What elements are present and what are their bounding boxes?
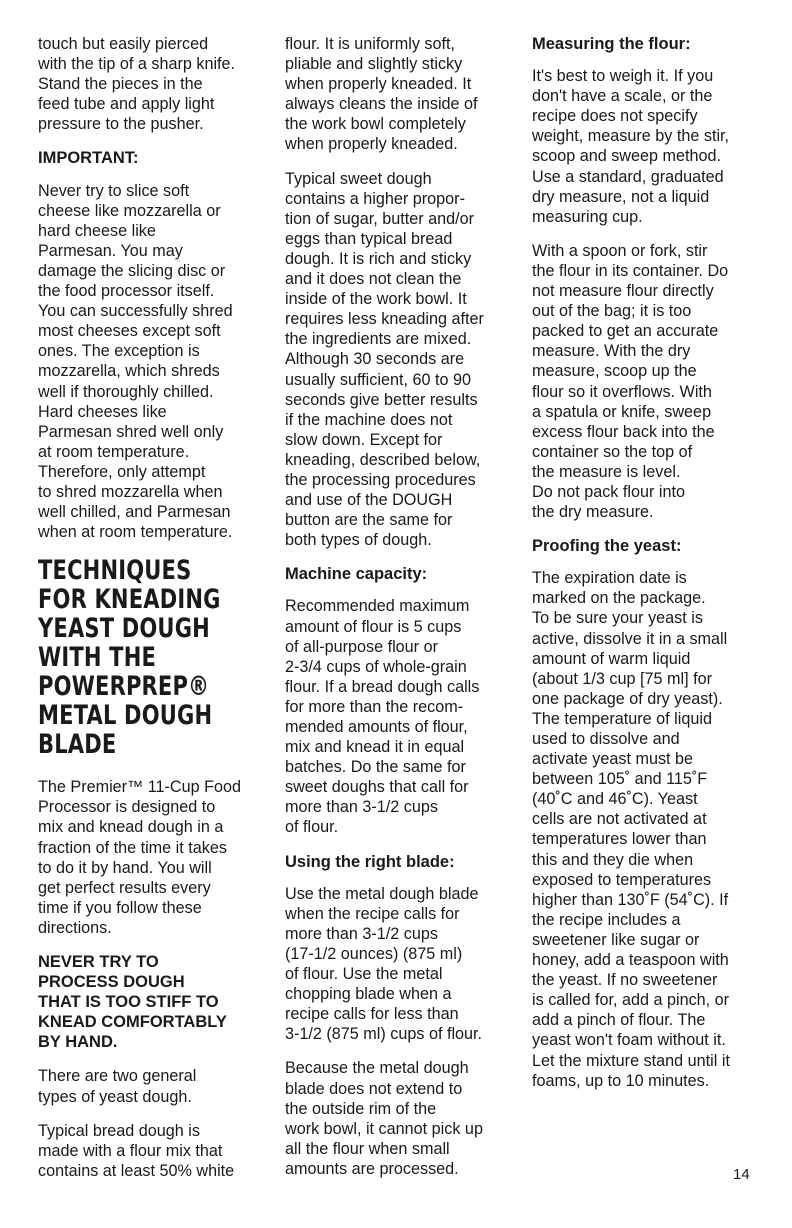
paragraph-slicing-tip: touch but easily pierced with the tip of a sharp knife. Stand the pieces in the feed tube and apply light pressure to the pusher. [38, 35, 236, 134]
paragraph-bread-dough-cont: flour. It is uniformly soft, pliable and slightly sticky when properly kneaded. It always cleans the inside of the work bowl completely when properly kneaded. [285, 35, 478, 154]
line: METAL DOUGH [38, 700, 213, 732]
column-right [532, 34, 764, 1105]
line: POWERPREP® [38, 671, 210, 703]
line: TECHNIQUES [38, 555, 192, 587]
paragraph-capacity: Recommended maximum amount of flour is 5 cups of all-purpose flour or 2-3/4 cups of whole-grain flour. If a bread dough calls for more than the recom- mended amounts of flour, mix and knead it in equal batches. Do the same for sweet doughs that call for more than 3-1/2 cups of flour. [285, 597, 480, 837]
proofing-yeast-heading: Proofing the yeast: [532, 537, 682, 556]
section-title [38, 555, 221, 761]
line: KNEAD COMFORTABLY [38, 1013, 227, 1032]
paragraph-proofing: The expiration date is marked on the package. To be sure your yeast is active, dissolve it in a small amount of warm liquid (about 1/3 cup [75 ml] for one package of dry yeast). The temperature of liquid used to dissolve and activate yeast must be between 105˚ and 115˚F (40˚C and 46˚C). Yeast cells are not activated at temperatures lower than this and they die when exposed to temperatures higher than 130˚F (54˚C). If the recipe includes a sweetener like sugar or honey, add a teaspoon with the yeast. If no sweetener is called for, add a pinch, or add a pinch of flour. The yeast won't foam without it. Let the mixture stand until it foams, up to 10 minutes. [532, 569, 730, 1090]
line: YEAST DOUGH [38, 613, 210, 645]
measuring-flour-heading: Measuring the flour: [532, 35, 691, 53]
paragraph-bread-dough: Typical bread dough is made with a flour mix that contains at least 50% white [38, 1121, 235, 1180]
line: NEVER TRY TO [38, 953, 159, 971]
paragraph-blade-choice: Use the metal dough blade when the recipe calls for more than 3-1/2 cups (17-1/2 ounces) (875 ml) of flour. Use the metal chopping blade when a recipe calls for less than 3-1/2 (875 ml) cups of flour. [285, 884, 483, 1044]
column-middle [285, 34, 511, 1193]
line: FOR KNEADING [38, 584, 221, 616]
line: THAT IS TOO STIFF TO [38, 993, 219, 1012]
line: BLADE [38, 729, 117, 761]
important-heading: IMPORTANT: [38, 149, 139, 168]
right-blade-heading: Using the right blade: [285, 852, 455, 871]
dough-warning [38, 952, 262, 1052]
machine-capacity-heading: Machine capacity: [285, 565, 428, 584]
paragraph-intro: The Premier™ 11-Cup Food Processor is designed to mix and knead dough in a fraction of the time it takes to do it by hand. You will get perfect results every time if you follow these directions. [38, 778, 242, 937]
paragraph-weigh-flour: It's best to weigh it. If you don't have a scale, or the recipe does not specify weight, measure by the stir, scoop and sweep method. Use a standard, graduated dry measure, not a liquid measuring cup. [532, 67, 730, 226]
column-left [38, 34, 262, 1195]
paragraph-dough-types: There are two general types of yeast dough. [38, 1067, 197, 1106]
paragraph-blade-reach: Because the metal dough blade does not extend to the outside rim of the work bowl, it cannot pick up all the flour when small amounts are processed. [285, 1059, 483, 1178]
paragraph-stir-scoop-sweep: With a spoon or fork, stir the flour in its container. Do not measure flour directly out of the bag; it is too packed to get an accurate measure. With the dry measure, scoop up the flour so it overflows. With a spatula or knife, sweep excess flour back into the container so the top of the measure is level. Do not pack flour into the dry measure. [532, 241, 729, 522]
line: BY HAND. [38, 1033, 118, 1052]
line: WITH THE [38, 642, 157, 674]
line: PROCESS DOUGH [38, 973, 185, 992]
page-number: 14 [733, 1166, 750, 1183]
paragraph-sweet-dough: Typical sweet dough contains a higher propor- tion of sugar, butter and/or eggs than typical bread dough. It is rich and sticky and it does not clean the inside of the work bowl. It requires less kneading after the ingredients are mixed. Although 30 seconds are usually sufficient, 60 to 90 seconds give better results if the machine does not slow down. Except for kneading, described below, the processing procedures and use of the DOUGH button are the same for both types of dough. [285, 169, 484, 550]
paragraph-cheese-warning: Never try to slice soft cheese like mozzarella or hard cheese like Parmesan. You may damage the slicing disc or the food processor itself. You can successfully shred most cheeses except soft ones. The exception is mozzarella, which shreds well if thoroughly chilled. Hard cheeses like Parmesan shred well only at room temperature. Therefore, only attempt to shred mozzarella when well chilled, and Parmesan when at room temperature. [38, 181, 233, 542]
